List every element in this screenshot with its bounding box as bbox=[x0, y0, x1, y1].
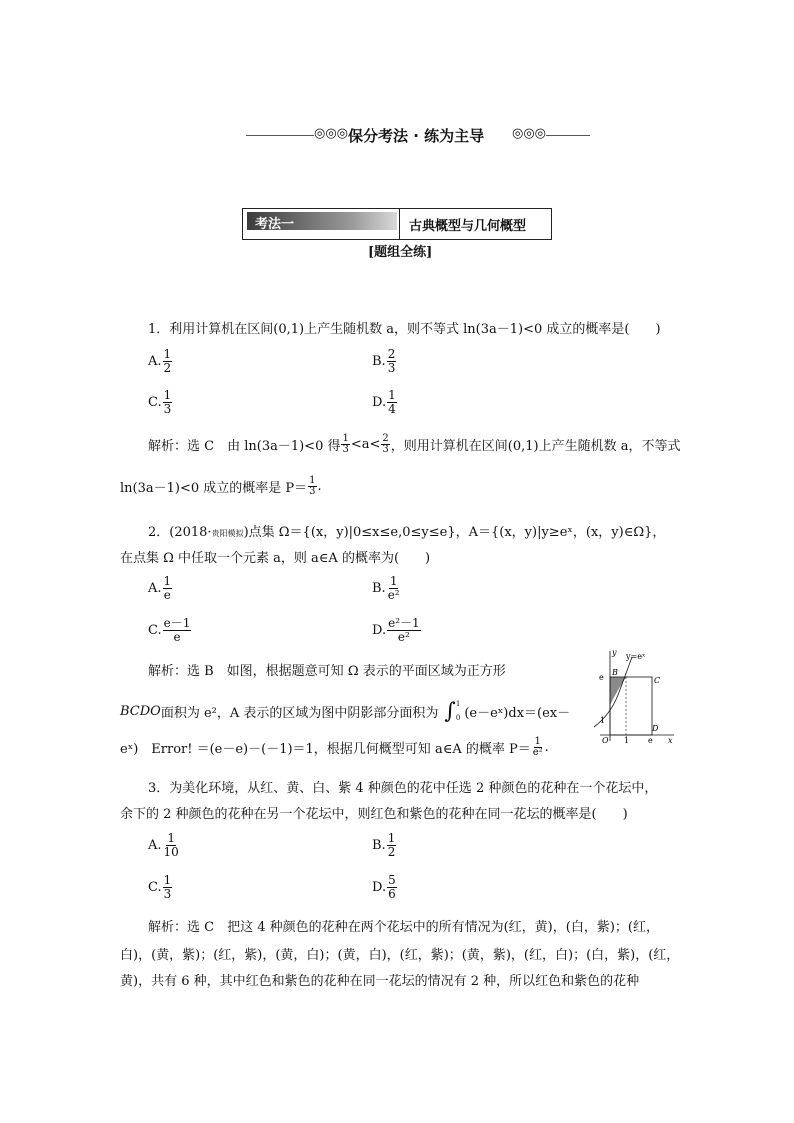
q2-option-b: B. $\frac{1}{\text{e²}}$ bbox=[372, 574, 400, 602]
fig-e-x-label: e bbox=[648, 736, 653, 745]
fig-curve-label: y=eˣ bbox=[626, 652, 646, 661]
q2-solution-line3: eˣ) Error! ＝(e－e)－(－1)＝1，根据几何概型可知 a∈A 的概率 P＝ $\frac{1}{\text{e²}}$ . bbox=[120, 736, 549, 758]
integral-sign-icon: ∫ bbox=[444, 698, 456, 724]
header-rule-right bbox=[546, 135, 590, 136]
q2-stem-line1: 2．(2018·贵阳模拟)点集 Ω＝{(x，y)|0≤x≤e,0≤y≤e}，A＝{(x，y)|y≥eˣ，(x，y)∈Ω}， bbox=[148, 525, 666, 540]
q3-option-d: D. $\frac{5}{6}$ bbox=[372, 873, 396, 901]
q2-solution-line2: BCDO 面积为 e²，A 表示的区域为图中阴影部分面积为 ∫ 1 0 (e－eˣ)dx＝(ex－ bbox=[120, 698, 571, 724]
section-divider bbox=[399, 209, 400, 239]
q2-figure bbox=[586, 645, 678, 745]
q2-stem-line2: 在点集 Ω 中任取一个元素 a，则 a∈A 的概率为( ) bbox=[120, 551, 431, 566]
fig-d-label: D bbox=[652, 724, 659, 733]
ornament-left-icon: ◎◎◎ bbox=[314, 126, 349, 141]
fig-e-y-label: e bbox=[599, 673, 604, 682]
fig-b-label: B bbox=[612, 668, 618, 677]
q1-option-c: C. $\frac{1}{3}$ bbox=[148, 388, 172, 416]
q3-solution-line3: 黄)，共有 6 种，其中红色和紫色的花种在同一花坛的情况有 2 种，所以红色和紫色的花种 bbox=[120, 974, 640, 989]
section-label-box bbox=[247, 212, 397, 230]
fig-one-y-label: 1 bbox=[600, 716, 606, 725]
fig-origin-label: O bbox=[602, 736, 609, 745]
fig-one-x-label: 1 bbox=[624, 736, 630, 745]
q3-stem-line1: 3．为美化环境，从红、黄、白、紫 4 种颜色的花中任选 2 种颜色的花种在一个花坛中， bbox=[148, 781, 658, 796]
q3-option-b: B. $\frac{1}{2}$ bbox=[372, 831, 396, 859]
q2-option-a: A. $\frac{1}{e}$ bbox=[148, 574, 172, 602]
section-topic: 古典概型与几何概型 bbox=[409, 219, 527, 234]
page-header-title: 保分考法 · 练为主导 bbox=[348, 127, 485, 145]
q1-option-a: A. $\frac{1}{2}$ bbox=[148, 347, 172, 375]
shaded-region bbox=[610, 677, 626, 705]
q2-option-c: C. $\frac{e-1}{e}$ bbox=[148, 616, 191, 644]
q1-option-b: B. $\frac{2}{3}$ bbox=[372, 347, 396, 375]
fig-y-axis-label: y bbox=[612, 648, 617, 657]
section-label: 考法一 bbox=[255, 217, 295, 232]
q3-solution-line1: 解析：选 C 把这 4 种颜色的花种在两个花坛中的所有情况为(红，黄)，(白，紫)；(红， bbox=[148, 920, 659, 935]
q3-option-a: A. $\frac{1}{10}$ bbox=[148, 831, 179, 859]
q1-solution-line2: ln(3a－1)<0 成立的概率是 P＝ $\frac{1}{3}$ . bbox=[120, 475, 322, 497]
q1-option-d: D. $\frac{1}{4}$ bbox=[372, 388, 396, 416]
q3-option-c: C. $\frac{1}{3}$ bbox=[148, 873, 172, 901]
q2-option-d: D. $\frac{\text{e²－1}}{\text{e²}}$ bbox=[372, 616, 420, 644]
q3-solution-line2: 白)，(黄，紫)；(红，紫)，(黄，白)；(黄，白)，(红，紫)；(黄，紫)，(红，白)；(白，紫)，(红， bbox=[120, 948, 680, 963]
fig-x-axis-label: x bbox=[668, 736, 673, 745]
q1-solution-line1: 解析：选 C 由 ln(3a－1)<0 得 $\frac{1}{3}$ <a< $\frac{2}{3}$ ，则用计算机在区间(0,1)上产生随机数 a，不等式 bbox=[148, 433, 681, 455]
section-box bbox=[242, 208, 552, 240]
q1-stem: 1．利用计算机在区间(0,1)上产生随机数 a，则不等式 ln(3a－1)<0 成立的概率是( ) bbox=[148, 322, 661, 337]
ornament-right-icon: ◎◎◎ bbox=[512, 126, 547, 141]
q2-solution-line1: 解析：选 B 如图，根据题意可知 Ω 表示的平面区域为正方形 bbox=[148, 664, 506, 679]
subheading: [题组全练] bbox=[368, 245, 433, 260]
q3-stem-line2: 余下的 2 种颜色的花种在另一个花坛中，则红色和紫色的花种在同一花坛的概率是( ) bbox=[120, 807, 628, 822]
fig-c-label: C bbox=[654, 676, 661, 685]
header-rule-left bbox=[246, 135, 314, 136]
